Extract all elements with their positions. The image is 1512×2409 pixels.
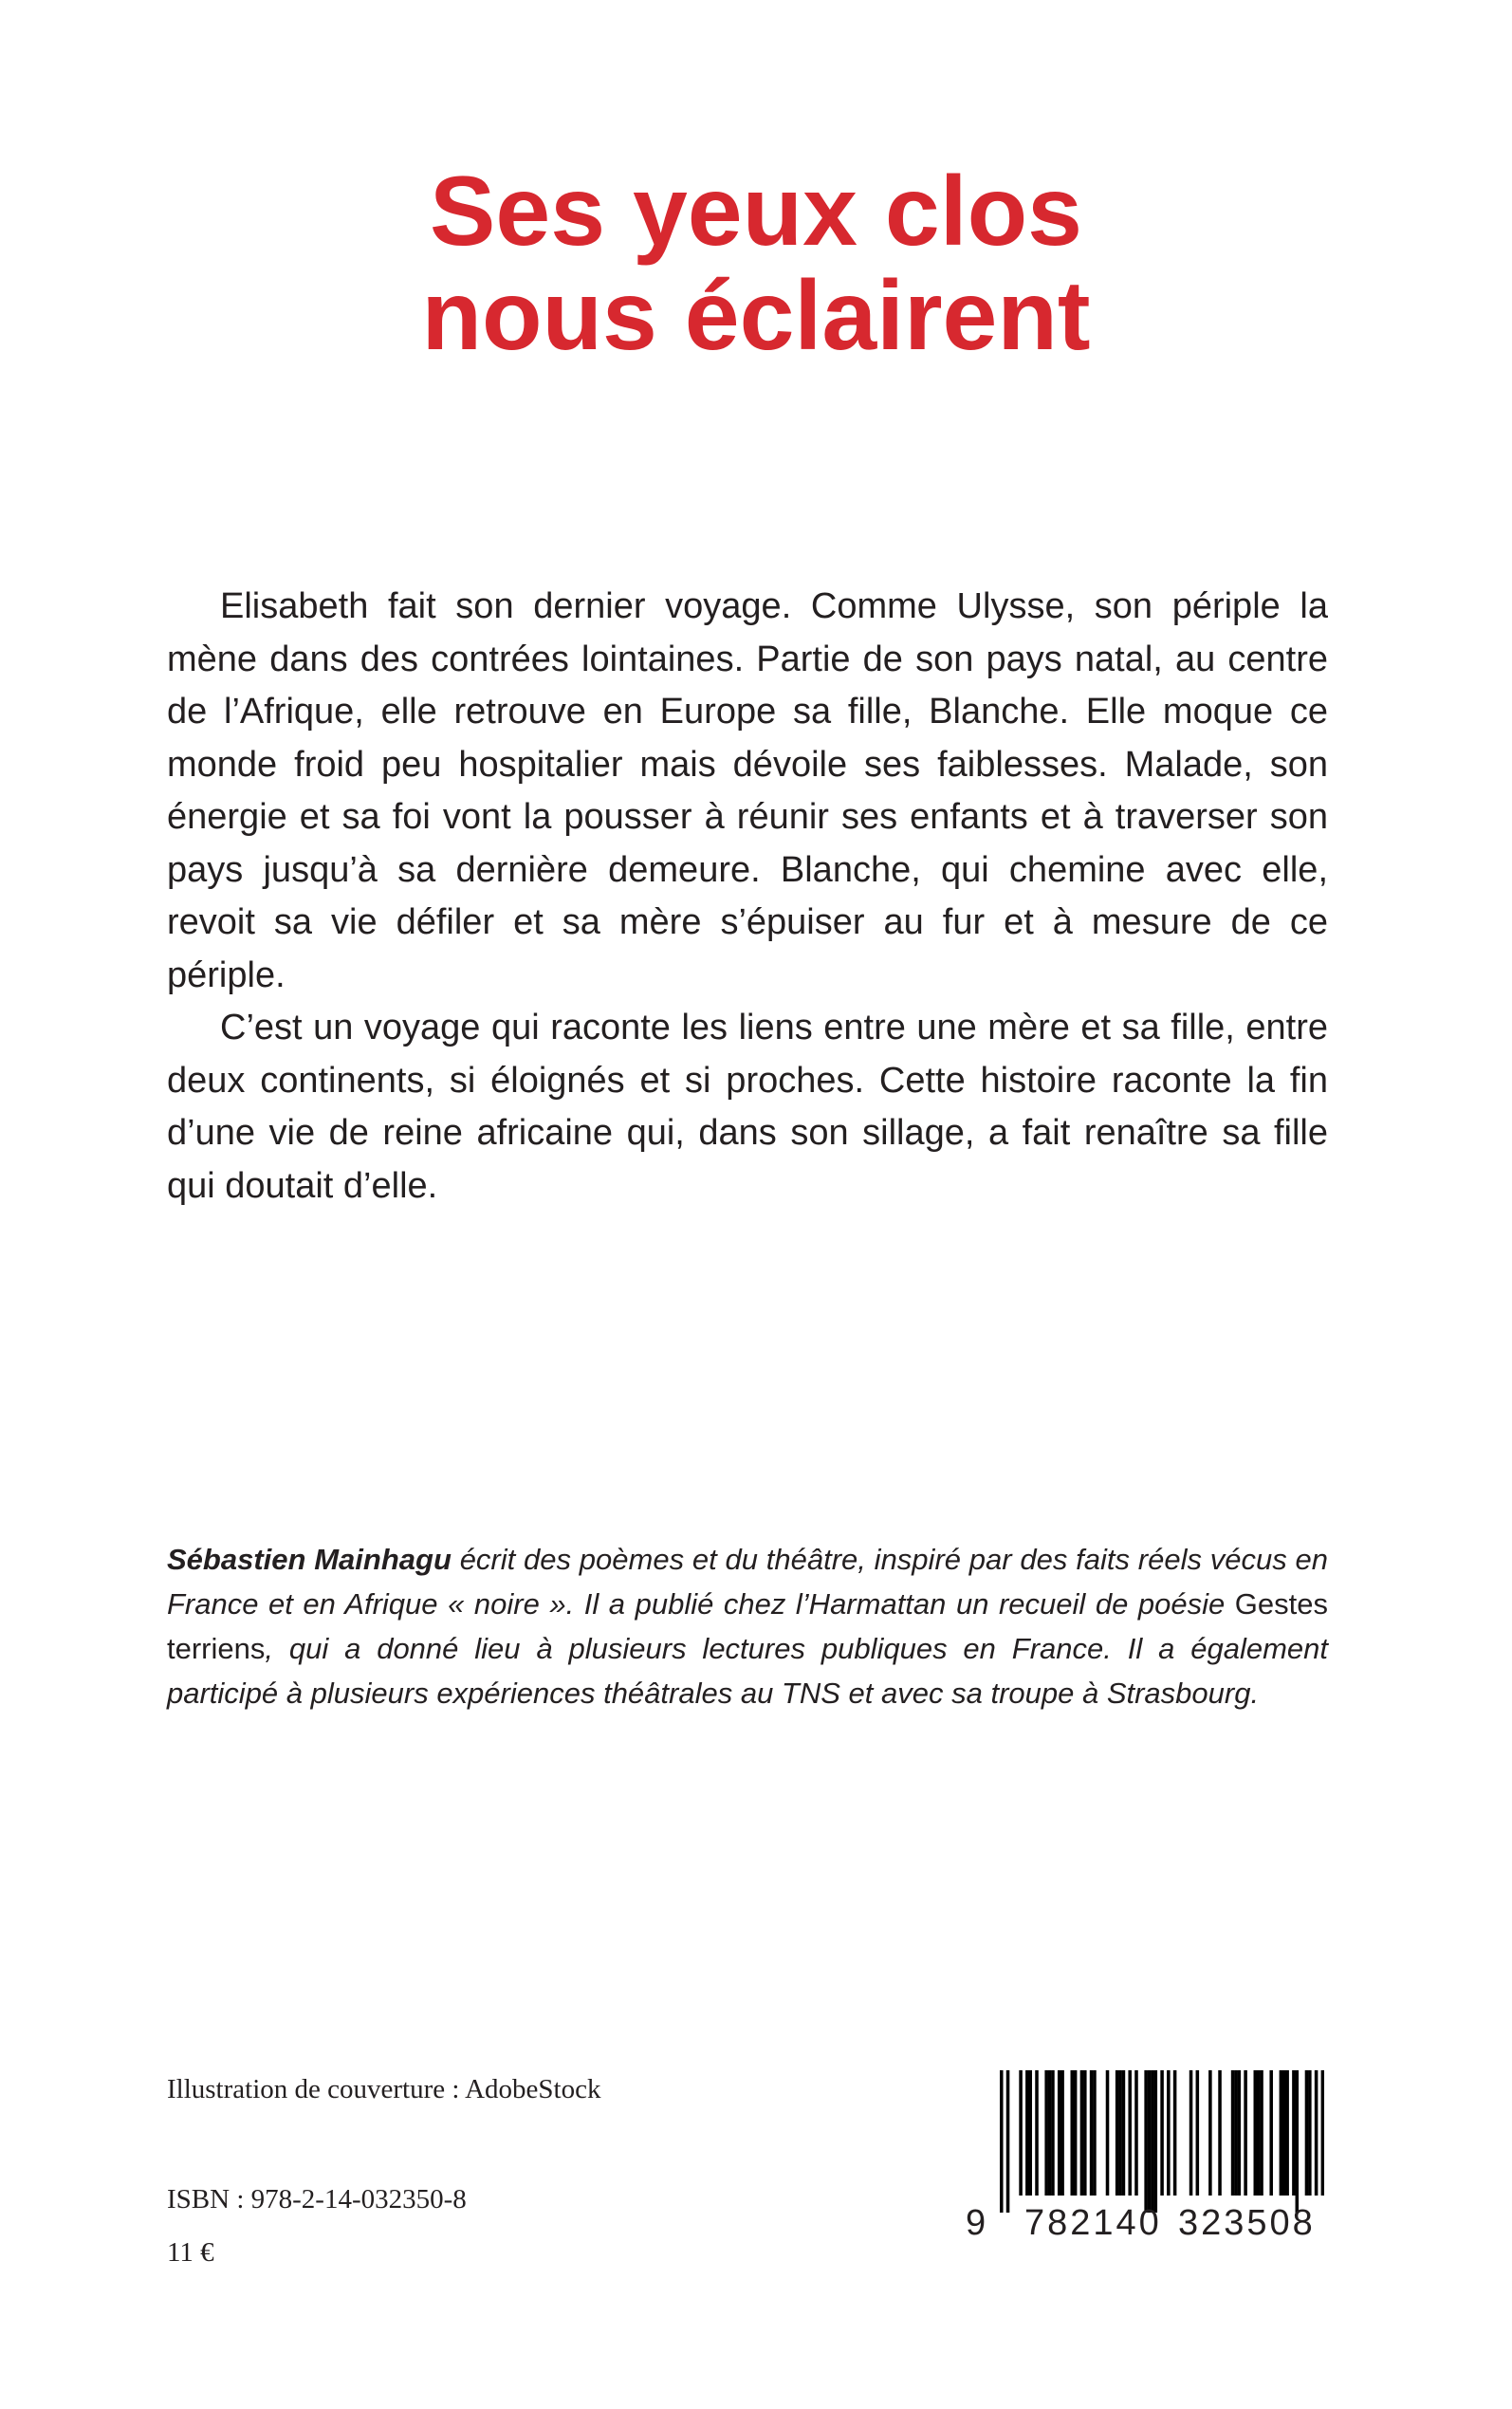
- barcode-bar: [1167, 2070, 1171, 2196]
- barcode-bar: [1116, 2070, 1119, 2196]
- barcode-bar: [1160, 2070, 1164, 2196]
- barcode-bar: [1051, 2070, 1055, 2196]
- barcode-bar: [1321, 2070, 1324, 2196]
- book-summary: [167, 581, 1328, 1213]
- barcode-bar: [1058, 2070, 1061, 2196]
- barcode-bar: [1280, 2070, 1283, 2196]
- barcode-bar: [1048, 2070, 1052, 2196]
- barcode-bar: [1144, 2070, 1148, 2213]
- barcode-bar: [1044, 2070, 1048, 2196]
- barcode-bar: [1083, 2070, 1087, 2196]
- barcode-bar: [1260, 2070, 1263, 2196]
- barcode-bar: [1254, 2070, 1258, 2196]
- barcode-bar: [1292, 2070, 1296, 2196]
- author-name: Sébastien Mainhagu: [167, 1543, 452, 1576]
- barcode-bar: [1060, 2070, 1064, 2196]
- price: 11 €: [167, 2237, 214, 2268]
- barcode-bar: [1305, 2070, 1309, 2196]
- barcode-bar: [1035, 2070, 1039, 2196]
- barcode-bar: [1006, 2070, 1010, 2213]
- barcode-bar: [1308, 2070, 1312, 2196]
- barcode-bar: [1285, 2070, 1289, 2196]
- author-bio-text-2: , qui a donné lieu à plusieurs lectures publiques en France. Il a également participé à plusieurs expériences théâtrales au TNS et avec sa troupe à Strasbourg.: [167, 1632, 1328, 1710]
- barcode-bar: [1122, 2070, 1126, 2196]
- barcode-bar: [1028, 2070, 1032, 2196]
- barcode-bar: [1282, 2070, 1286, 2196]
- barcode-bar: [1196, 2070, 1200, 2196]
- barcode-bar: [1231, 2070, 1235, 2196]
- book-title-line-2: nous éclairent: [421, 261, 1091, 371]
- barcode-bar: [1173, 2070, 1177, 2196]
- barcode-left-digits: 782140: [1024, 2203, 1162, 2243]
- barcode-bar: [1238, 2070, 1242, 2196]
- barcode-bar: [1128, 2070, 1132, 2196]
- barcode-bar: [1025, 2070, 1029, 2196]
- barcode-bar: [1080, 2070, 1084, 2196]
- barcode-lead-digit: 9: [966, 2203, 986, 2243]
- barcode-bar: [1218, 2070, 1222, 2196]
- isbn: ISBN : 978-2-14-032350-8: [167, 2184, 467, 2214]
- summary-paragraph-2: C’est un voyage qui raconte les liens entre une mère et sa fille, entre deux continents, si éloignés et si proches. Cette histoire raconte la fin d’une vie de reine africaine qui, dans son sillage, a fait renaître sa fille qui doutait d’elle.: [167, 1008, 1328, 1206]
- barcode-bar: [1244, 2070, 1247, 2196]
- barcode-bar: [1234, 2070, 1238, 2196]
- barcode-bar: [1154, 2070, 1158, 2213]
- barcode-bar: [1257, 2070, 1261, 2196]
- author-book-title: Gestes terriens: [167, 1587, 1328, 1665]
- barcode-bar: [1090, 2070, 1094, 2196]
- barcode-bar: [1000, 2070, 1004, 2213]
- cover-illustration-credit: Illustration de couverture : AdobeStock: [167, 2074, 601, 2104]
- summary-paragraph-1: Elisabeth fait son dernier voyage. Comme Ulysse, son périple la mène dans des contrées lointaines. Partie de son pays natal, au centre de l’Afrique, elle retrouve en Europe sa fille, Blanche. Elle moque ce monde froid peu hospitalier mais dévoile ses faiblesses. Malade, son énergie et sa foi vont la pousser à réunir ses enfants et à traverser son pays jusqu’à sa dernière demeure. Blanche, qui chemine avec elle, revoit sa vie défiler et sa mère s’épuiser au fur et à mesure de ce périple.: [167, 586, 1328, 995]
- author-bio-text-1: écrit des poèmes et du théâtre, inspiré par des faits réels vécus en France et en Afrique « noire ». Il a publié chez l’Harmattan un recueil de poésie: [167, 1543, 1328, 1621]
- barcode-bar: [1315, 2070, 1318, 2196]
- book-title-line-1: Ses yeux clos: [430, 157, 1082, 267]
- barcode-bar: [1106, 2070, 1110, 2196]
- barcode-bar: [1296, 2070, 1300, 2213]
- barcode-bar: [1269, 2070, 1273, 2196]
- barcode-bar: [1151, 2070, 1154, 2213]
- barcode-bar: [1148, 2070, 1152, 2213]
- book-title: [0, 157, 1512, 371]
- barcode-bar: [1134, 2070, 1138, 2196]
- barcode-bar: [1093, 2070, 1097, 2196]
- barcode-bars: [1000, 2070, 1324, 2213]
- barcode-bar: [1118, 2070, 1122, 2196]
- barcode-bar: [1074, 2070, 1078, 2196]
- barcode-bar: [1070, 2070, 1074, 2196]
- author-bio: [167, 1537, 1328, 1715]
- barcode-right-digits: 323508: [1178, 2203, 1316, 2243]
- barcode-bar: [1019, 2070, 1023, 2196]
- barcode-bar: [1208, 2070, 1212, 2196]
- barcode-bar: [1189, 2070, 1193, 2196]
- barcode: [966, 2070, 1328, 2279]
